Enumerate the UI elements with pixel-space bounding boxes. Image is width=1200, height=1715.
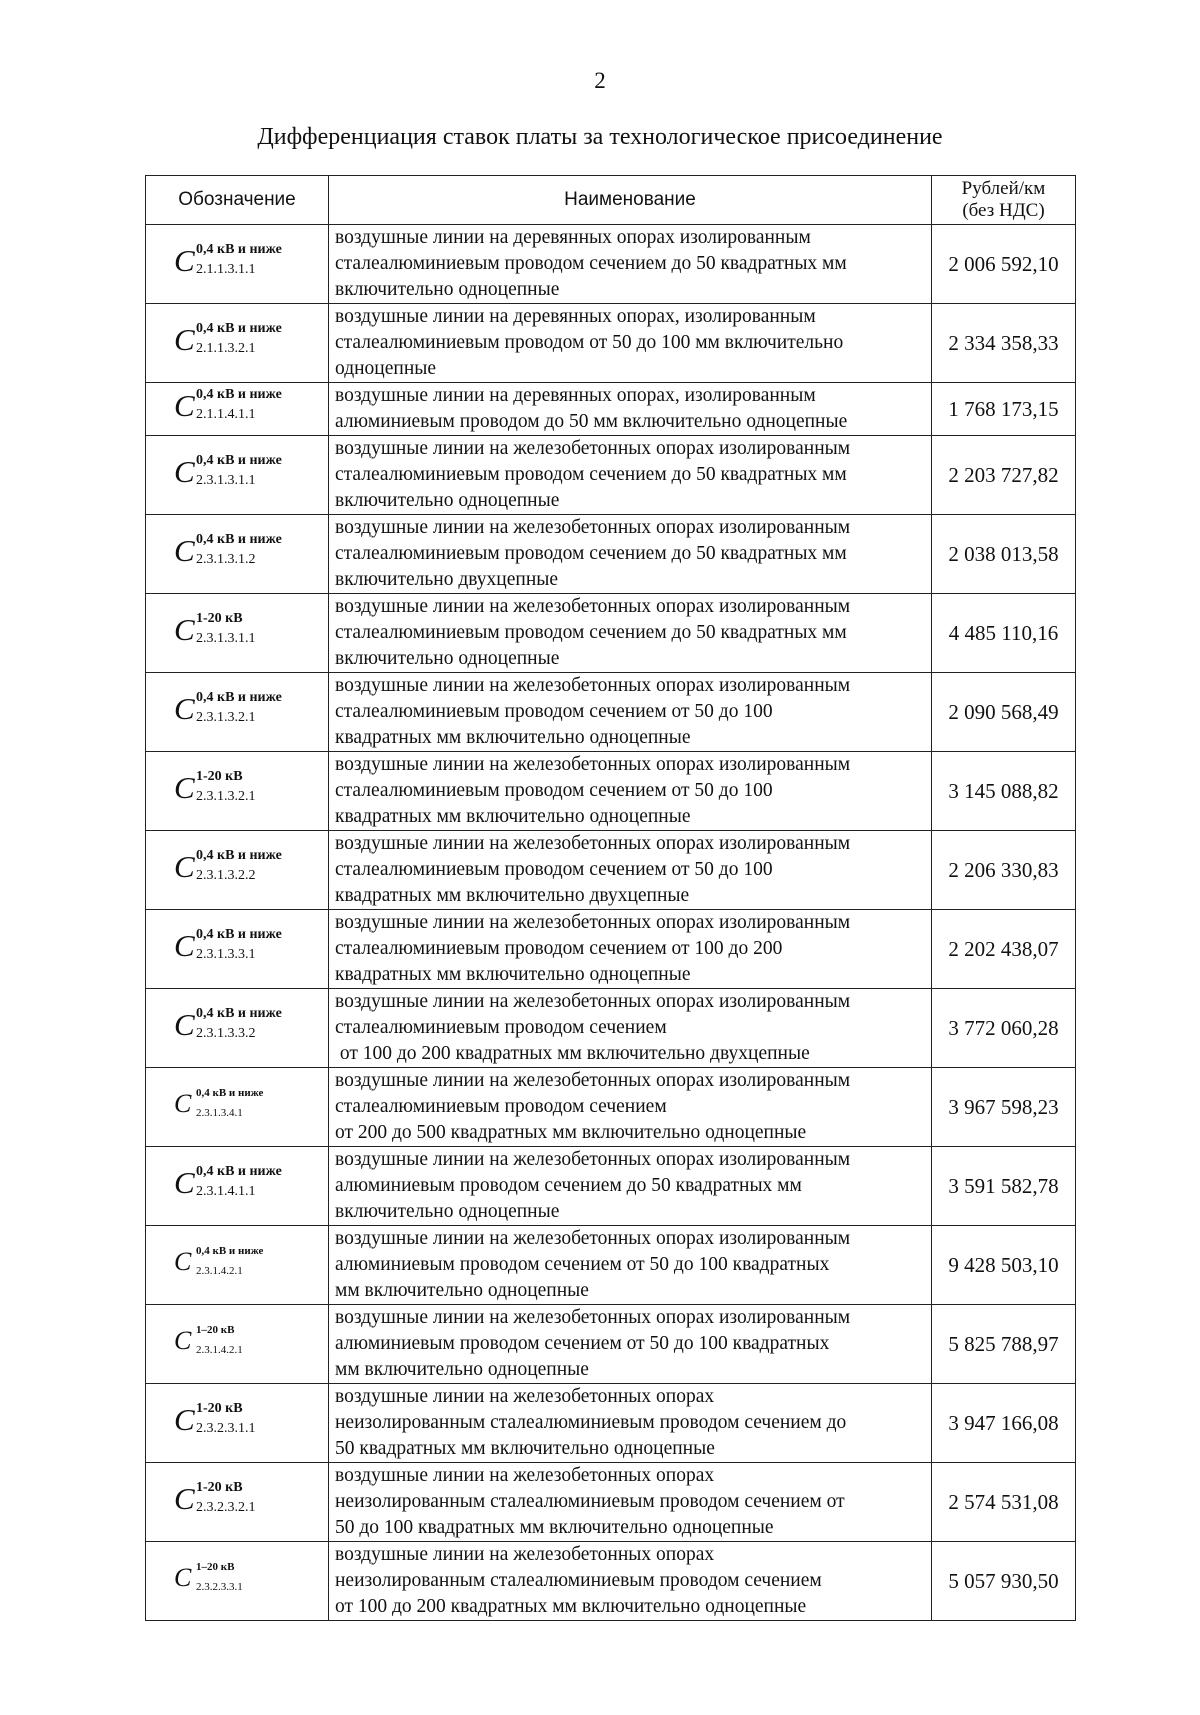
header-price — [932, 176, 1076, 225]
table-row — [146, 594, 1076, 673]
description-line: неизолированным сталеалюминиевым проводом сечением от — [335, 1491, 845, 1512]
description-line: алюминиевым проводом сечением до 50 квадратных мм — [335, 1175, 802, 1196]
table-row — [146, 304, 1076, 383]
header-price-line1: Рублей/км — [961, 178, 1046, 199]
description-line: включительно двухцепные — [335, 569, 559, 590]
page-number: 2 — [594, 68, 606, 93]
description-line: алюминиевым проводом сечением от 50 до 100 квадратных — [335, 1254, 830, 1275]
rate-description-cell — [329, 1226, 932, 1305]
rate-symbol-letter: C — [174, 532, 195, 568]
rate-description-cell — [329, 594, 932, 673]
rate-voltage-superscript: 0,4 кВ и ниже — [196, 452, 282, 468]
rate-index-subscript: 2.1.1.3.1.1 — [196, 261, 256, 277]
rate-symbol — [174, 1241, 300, 1285]
rate-index-subscript: 2.3.1.4.2.1 — [196, 1343, 243, 1356]
description-line: воздушные линии на железобетонных опорах изолированным — [335, 833, 851, 854]
rate-symbol — [174, 1399, 300, 1443]
rate-price-cell: 2 334 358,33 — [932, 304, 1076, 383]
table-row — [146, 1305, 1076, 1384]
header-price-line2: (без НДС) — [962, 200, 1045, 221]
rate-code-cell — [146, 436, 329, 515]
description-line: воздушные линии на железобетонных опорах изолированным — [335, 754, 851, 775]
rate-voltage-superscript: 1–20 кВ — [196, 1323, 235, 1336]
rate-index-subscript: 2.3.1.4.2.1 — [196, 1264, 243, 1277]
description-line: воздушные линии на деревянных опорах изолированным — [335, 227, 811, 248]
table-row — [146, 225, 1076, 304]
rate-symbol — [174, 319, 300, 363]
rate-voltage-superscript: 0,4 кВ и ниже — [196, 1086, 264, 1099]
description-line: сталеалюминиевым проводом сечением до 50 квадратных мм — [335, 622, 847, 643]
rate-index-subscript: 2.3.1.3.4.1 — [196, 1106, 243, 1119]
rate-voltage-superscript: 0,4 кВ и ниже — [196, 689, 282, 705]
rate-price-cell: 3 145 088,82 — [932, 752, 1076, 831]
description-line: неизолированным сталеалюминиевым проводом сечением до — [335, 1412, 847, 1433]
rate-code-cell — [146, 1147, 329, 1226]
rate-voltage-superscript: 0,4 кВ и ниже — [196, 386, 282, 402]
rate-price-cell: 2 006 592,10 — [932, 225, 1076, 304]
description-line: одноцепные — [335, 358, 437, 379]
table-row — [146, 673, 1076, 752]
rate-code-cell — [146, 1305, 329, 1384]
description-line: неизолированным сталеалюминиевым проводом сечением — [335, 1570, 822, 1591]
rate-description-cell — [329, 1384, 932, 1463]
rate-code-cell — [146, 1068, 329, 1147]
rate-symbol — [174, 846, 300, 890]
rate-voltage-superscript: 0,4 кВ и ниже — [196, 926, 282, 942]
rate-description-cell — [329, 910, 932, 989]
rate-price-cell: 1 768 173,15 — [932, 383, 1076, 436]
rate-voltage-superscript: 0,4 кВ и ниже — [196, 320, 282, 336]
table-row — [146, 1463, 1076, 1542]
rate-index-subscript: 2.3.2.3.3.1 — [196, 1580, 243, 1593]
header-name: Наименование — [329, 176, 932, 225]
rate-price-cell: 2 038 013,58 — [932, 515, 1076, 594]
description-line: воздушные линии на железобетонных опорах изолированным — [335, 1070, 851, 1091]
rate-symbol — [174, 1557, 300, 1601]
rate-price-cell: 3 772 060,28 — [932, 989, 1076, 1068]
rate-index-subscript: 2.3.1.3.3.2 — [196, 1025, 256, 1041]
rate-code-cell — [146, 383, 329, 436]
rate-index-subscript: 2.3.1.4.1.1 — [196, 1183, 256, 1199]
rate-code-cell — [146, 1542, 329, 1621]
rate-index-subscript: 2.3.2.3.1.1 — [196, 1420, 256, 1436]
description-line: алюминиевым проводом сечением от 50 до 100 квадратных — [335, 1333, 830, 1354]
rate-price-cell: 2 574 531,08 — [932, 1463, 1076, 1542]
table-row — [146, 436, 1076, 515]
description-line: воздушные линии на деревянных опорах, изолированным — [335, 385, 816, 406]
rate-symbol-letter: C — [174, 387, 195, 423]
description-line: сталеалюминиевым проводом сечением до 50 квадратных мм — [335, 253, 847, 274]
description-line: включительно одноцепные — [335, 279, 560, 300]
table-row — [146, 1226, 1076, 1305]
rate-symbol-letter: C — [174, 1562, 192, 1592]
rate-code-cell — [146, 989, 329, 1068]
document-title: Дифференциация ставок платы за технологическое присоединение — [257, 124, 943, 150]
rate-voltage-superscript: 1–20 кВ — [196, 1560, 235, 1573]
rate-symbol — [174, 530, 300, 574]
description-line: сталеалюминиевым проводом от 50 до 100 мм включительно — [335, 332, 844, 353]
rate-description-cell — [329, 1147, 932, 1226]
rate-index-subscript: 2.3.1.3.1.1 — [196, 630, 256, 646]
table-row — [146, 1384, 1076, 1463]
rate-symbol — [174, 1478, 300, 1522]
rate-price-cell: 3 967 598,23 — [932, 1068, 1076, 1147]
rate-symbol-letter: C — [174, 690, 195, 726]
rate-code-cell — [146, 1226, 329, 1305]
table-row — [146, 910, 1076, 989]
description-line: воздушные линии на железобетонных опорах изолированным — [335, 912, 851, 933]
rate-description-cell — [329, 304, 932, 383]
table-row — [146, 1147, 1076, 1226]
table-row — [146, 1542, 1076, 1621]
rate-voltage-superscript: 1-20 кВ — [196, 1400, 243, 1416]
table-row — [146, 831, 1076, 910]
rate-voltage-superscript: 1-20 кВ — [196, 1479, 243, 1495]
rate-index-subscript: 2.3.1.3.1.1 — [196, 472, 256, 488]
rate-price-cell: 3 947 166,08 — [932, 1384, 1076, 1463]
rate-price-cell: 3 591 582,78 — [932, 1147, 1076, 1226]
rate-price-cell: 2 202 438,07 — [932, 910, 1076, 989]
description-line: сталеалюминиевым проводом сечением до 50 квадратных мм — [335, 464, 847, 485]
rate-symbol-letter: C — [174, 769, 195, 805]
rate-price-cell: 4 485 110,16 — [932, 594, 1076, 673]
rate-symbol-letter: C — [174, 1246, 192, 1276]
description-line: квадратных мм включительно двухцепные — [335, 885, 690, 906]
rate-symbol — [174, 240, 300, 284]
table-header-row — [146, 176, 1076, 225]
description-line: воздушные линии на железобетонных опорах — [335, 1544, 715, 1565]
rate-code-cell — [146, 1384, 329, 1463]
table-row — [146, 1068, 1076, 1147]
rate-description-cell — [329, 1305, 932, 1384]
rate-code-cell — [146, 515, 329, 594]
rate-symbol-letter: C — [174, 1401, 195, 1437]
description-line: 50 квадратных мм включительно одноцепные — [335, 1438, 715, 1459]
description-line: включительно одноцепные — [335, 648, 560, 669]
table-row — [146, 989, 1076, 1068]
rate-symbol — [174, 385, 300, 429]
description-line: воздушные линии на железобетонных опорах изолированным — [335, 517, 851, 538]
rate-symbol-letter: C — [174, 1006, 195, 1042]
rate-description-cell — [329, 752, 932, 831]
description-line: от 100 до 200 квадратных мм включительно одноцепные — [335, 1596, 807, 1617]
description-line: сталеалюминиевым проводом сечением от 100 до 200 — [335, 938, 783, 959]
rate-description-cell — [329, 831, 932, 910]
rate-code-cell — [146, 304, 329, 383]
description-line: алюминиевым проводом до 50 мм включительно одноцепные — [335, 411, 848, 432]
rate-code-cell — [146, 594, 329, 673]
description-line: мм включительно одноцепные — [335, 1280, 589, 1301]
rate-symbol — [174, 1320, 300, 1364]
rate-symbol — [174, 1162, 300, 1206]
rate-symbol — [174, 1004, 300, 1048]
description-line: воздушные линии на железобетонных опорах изолированным — [335, 1307, 851, 1328]
rate-code-cell — [146, 225, 329, 304]
rate-price-cell: 2 090 568,49 — [932, 673, 1076, 752]
rate-description-cell — [329, 1542, 932, 1621]
description-line: воздушные линии на железобетонных опорах — [335, 1465, 715, 1486]
rate-code-cell — [146, 1463, 329, 1542]
rate-index-subscript: 2.3.1.3.2.2 — [196, 867, 256, 883]
description-line: воздушные линии на железобетонных опорах изолированным — [335, 1149, 851, 1170]
rate-voltage-superscript: 1-20 кВ — [196, 610, 243, 626]
rate-price-cell: 9 428 503,10 — [932, 1226, 1076, 1305]
rate-symbol-letter: C — [174, 1164, 195, 1200]
rate-symbol-letter: C — [174, 242, 195, 278]
rate-index-subscript: 2.3.2.3.2.1 — [196, 1499, 256, 1515]
rate-price-cell: 2 206 330,83 — [932, 831, 1076, 910]
description-line: сталеалюминиевым проводом сечением от 50 до 100 — [335, 701, 773, 722]
description-line: воздушные линии на железобетонных опорах изолированным — [335, 1228, 851, 1249]
rate-symbol — [174, 925, 300, 969]
description-line: квадратных мм включительно одноцепные — [335, 806, 691, 827]
rates-table — [145, 175, 1076, 1621]
rate-symbol — [174, 767, 300, 811]
rate-voltage-superscript: 0,4 кВ и ниже — [196, 847, 282, 863]
description-line: воздушные линии на деревянных опорах, изолированным — [335, 306, 816, 327]
rate-index-subscript: 2.3.1.3.3.1 — [196, 946, 256, 962]
description-line: сталеалюминиевым проводом сечением от 50 до 100 — [335, 780, 773, 801]
description-line: сталеалюминиевым проводом сечением до 50 квадратных мм — [335, 543, 847, 564]
description-line: мм включительно одноцепные — [335, 1359, 589, 1380]
rate-voltage-superscript: 0,4 кВ и ниже — [196, 1244, 264, 1257]
table-row — [146, 515, 1076, 594]
rate-symbol-letter: C — [174, 1480, 195, 1516]
rate-description-cell — [329, 515, 932, 594]
table-row — [146, 383, 1076, 436]
description-line: включительно одноцепные — [335, 1201, 560, 1222]
rate-index-subscript: 2.3.1.3.1.2 — [196, 551, 256, 567]
description-line: воздушные линии на железобетонных опорах изолированным — [335, 675, 851, 696]
description-line: квадратных мм включительно одноцепные — [335, 964, 691, 985]
rate-index-subscript: 2.1.1.3.2.1 — [196, 340, 256, 356]
rate-index-subscript: 2.3.1.3.2.1 — [196, 709, 256, 725]
rate-symbol-letter: C — [174, 453, 195, 489]
description-line: воздушные линии на железобетонных опорах — [335, 1386, 715, 1407]
rate-description-cell — [329, 673, 932, 752]
rate-symbol — [174, 609, 300, 653]
table-row — [146, 752, 1076, 831]
description-line: квадратных мм включительно одноцепные — [335, 727, 691, 748]
rate-symbol-letter: C — [174, 1325, 192, 1355]
rate-voltage-superscript: 0,4 кВ и ниже — [196, 1163, 282, 1179]
rate-description-cell — [329, 989, 932, 1068]
rate-voltage-superscript: 0,4 кВ и ниже — [196, 241, 282, 257]
description-line: сталеалюминиевым проводом сечением от 50 до 100 — [335, 859, 773, 880]
description-line: сталеалюминиевым проводом сечением — [335, 1017, 667, 1038]
rate-symbol-letter: C — [174, 321, 195, 357]
table-body — [146, 225, 1076, 1621]
description-line: сталеалюминиевым проводом сечением — [335, 1096, 667, 1117]
rate-symbol-letter: C — [174, 1088, 192, 1118]
description-line: от 100 до 200 квадратных мм включительно двухцепные — [335, 1043, 810, 1064]
description-line: 50 до 100 квадратных мм включительно одноцепные — [335, 1517, 774, 1538]
rate-price-cell: 2 203 727,82 — [932, 436, 1076, 515]
description-line: воздушные линии на железобетонных опорах изолированным — [335, 596, 851, 617]
rate-symbol-letter: C — [174, 611, 195, 647]
rate-symbol-letter: C — [174, 848, 195, 884]
rate-symbol — [174, 451, 300, 495]
description-line: включительно одноцепные — [335, 490, 560, 511]
rate-code-cell — [146, 831, 329, 910]
rate-index-subscript: 2.1.1.4.1.1 — [196, 406, 256, 422]
rate-code-cell — [146, 910, 329, 989]
header-code: Обозначение — [146, 176, 329, 225]
rate-symbol — [174, 688, 300, 732]
rate-voltage-superscript: 0,4 кВ и ниже — [196, 531, 282, 547]
rate-index-subscript: 2.3.1.3.2.1 — [196, 788, 256, 804]
rate-description-cell — [329, 1068, 932, 1147]
rate-price-cell: 5 825 788,97 — [932, 1305, 1076, 1384]
description-line: воздушные линии на железобетонных опорах изолированным — [335, 991, 851, 1012]
description-line: от 200 до 500 квадратных мм включительно одноцепные — [335, 1122, 807, 1143]
rate-voltage-superscript: 0,4 кВ и ниже — [196, 1005, 282, 1021]
rate-price-cell: 5 057 930,50 — [932, 1542, 1076, 1621]
rate-description-cell — [329, 436, 932, 515]
rate-voltage-superscript: 1-20 кВ — [196, 768, 243, 784]
rate-description-cell — [329, 383, 932, 436]
rate-code-cell — [146, 752, 329, 831]
rate-code-cell — [146, 673, 329, 752]
rate-symbol — [174, 1083, 300, 1127]
description-line: воздушные линии на железобетонных опорах изолированным — [335, 438, 851, 459]
rate-description-cell — [329, 225, 932, 304]
rate-description-cell — [329, 1463, 932, 1542]
rate-symbol-letter: C — [174, 927, 195, 963]
